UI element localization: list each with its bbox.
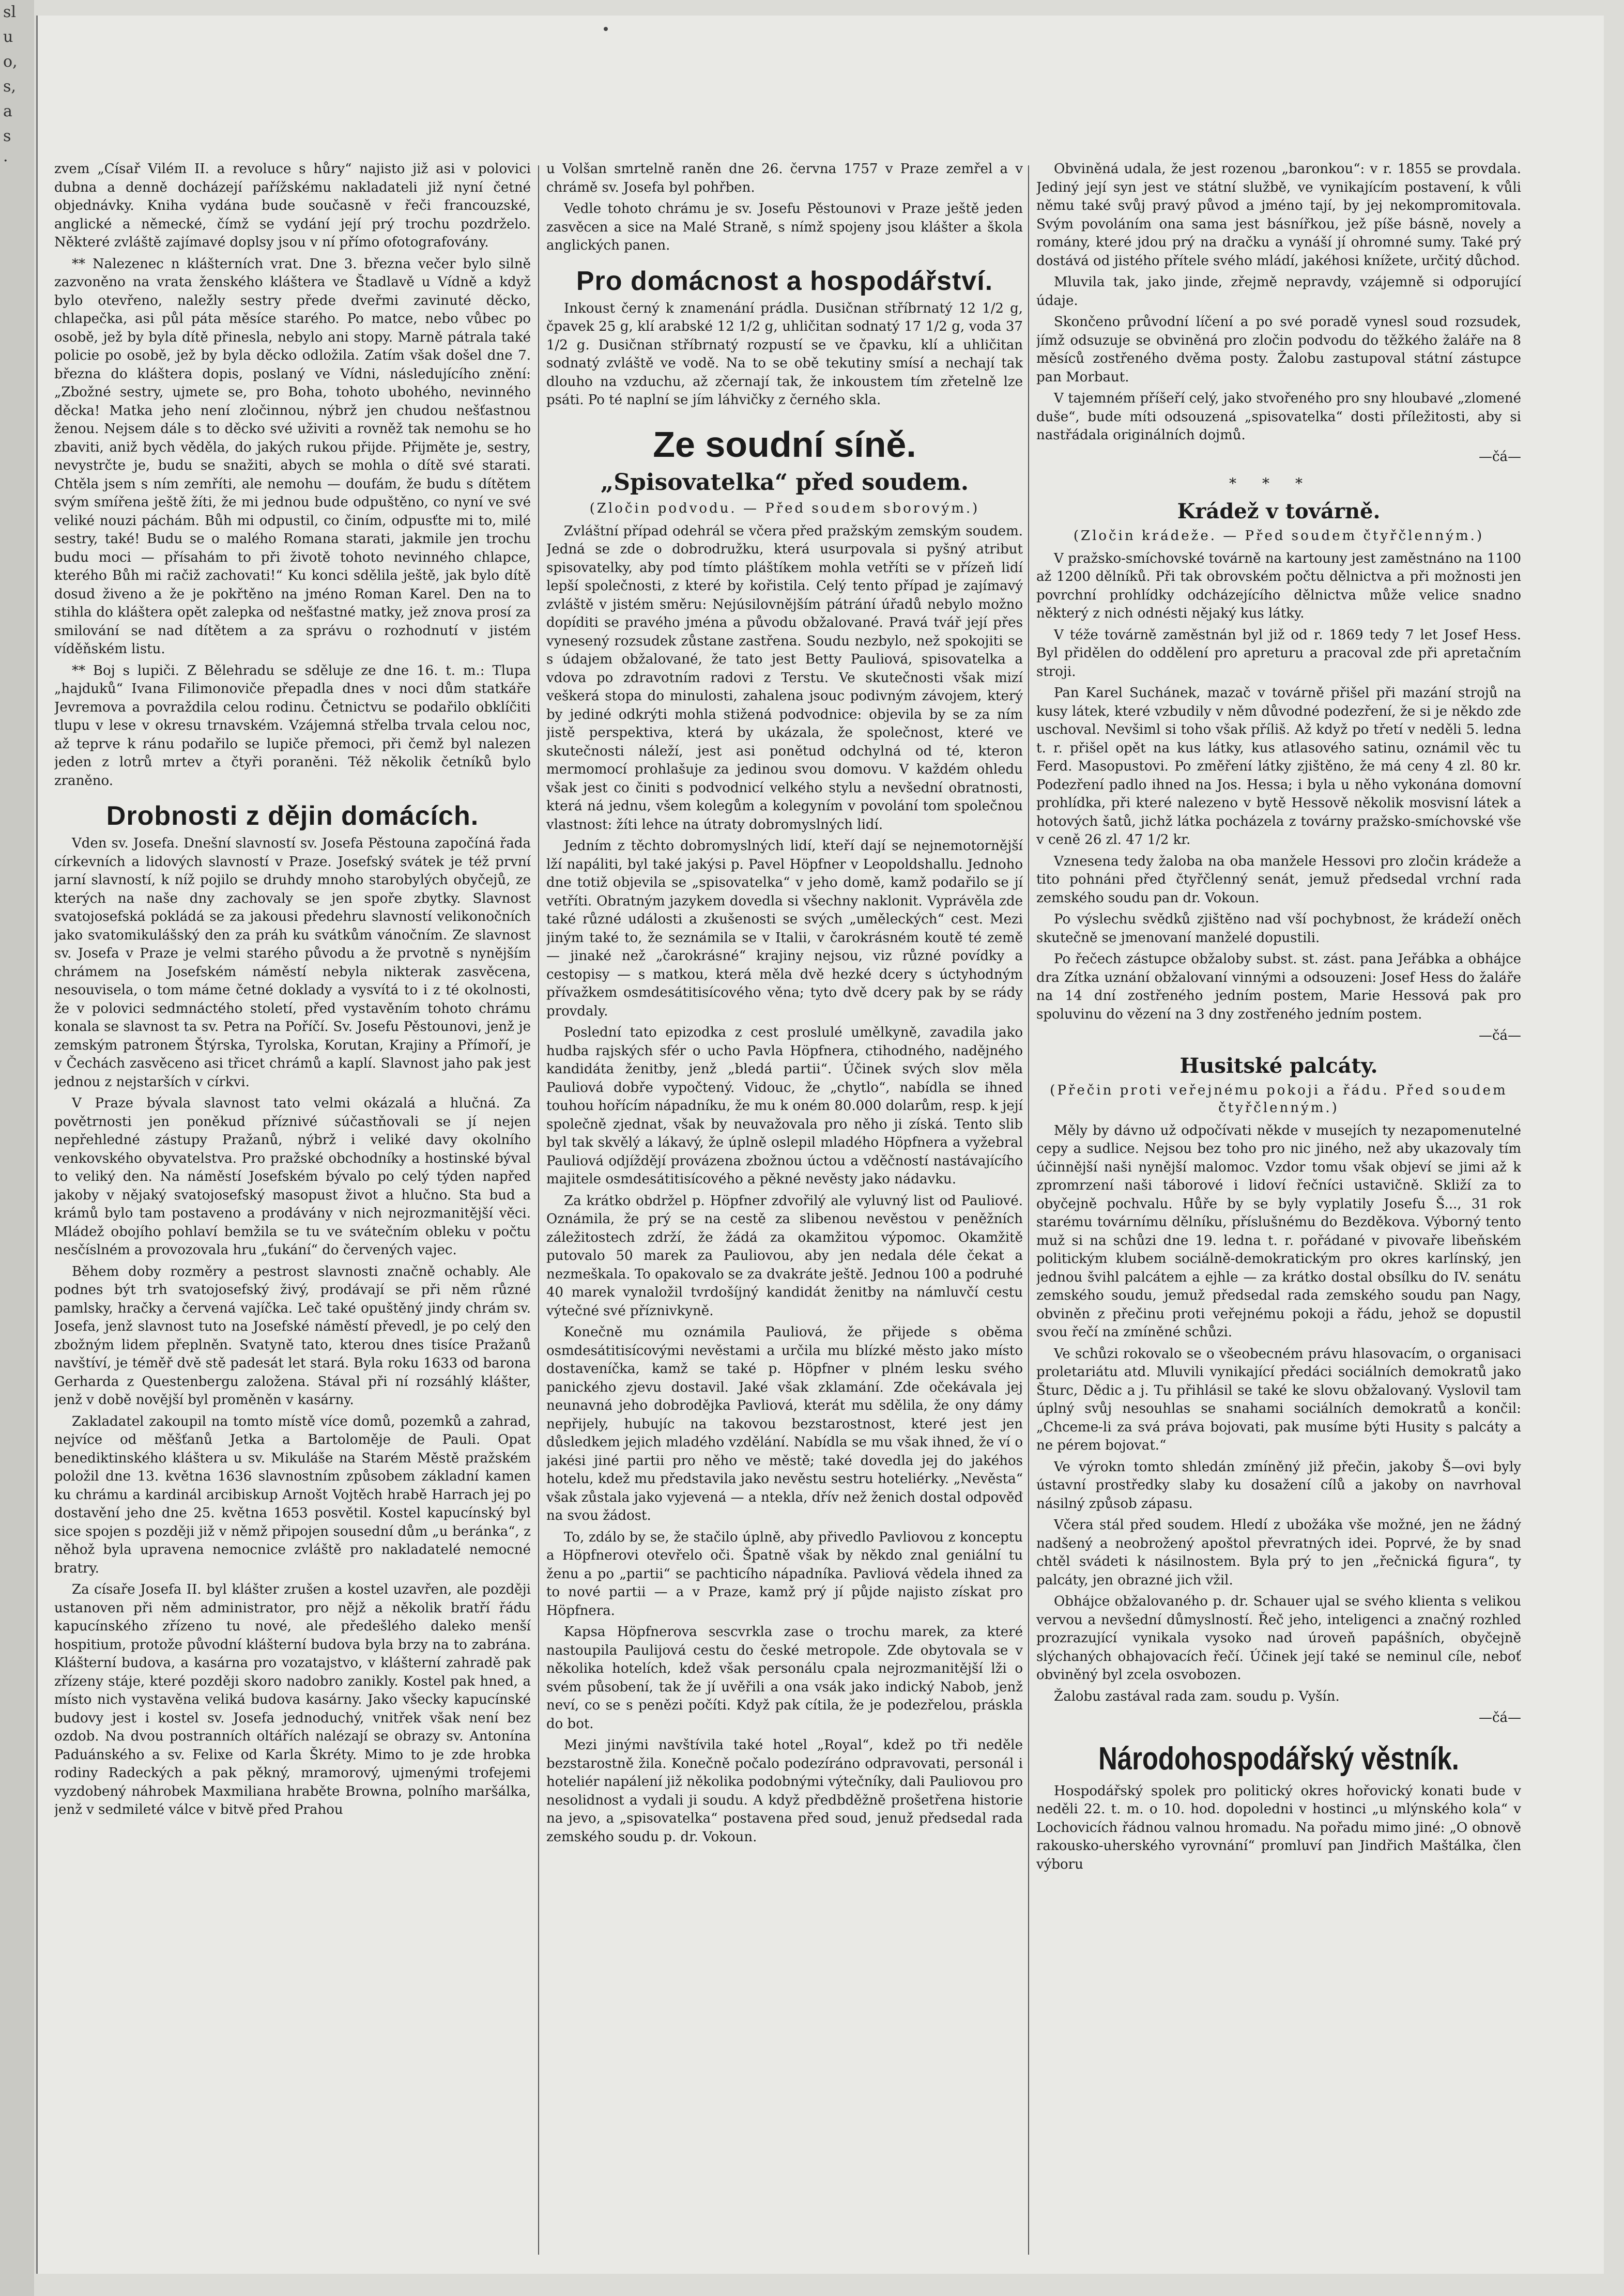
- author-signature: —čá—: [1478, 1710, 1521, 1725]
- article-subtitle: (Zločin podvodu. — Před soudem sborovým.): [589, 500, 980, 516]
- article-paragraph: Obviněná udala, že jest rozenou „baronkou“: v r. 1855 se provdala. Jediný její syn jest ve státní službě, ve vynikajícím postavení, k vůli němu také svůj pravý původ a jméno tají, by jej nekompromitovala. Svým povoláním ona sama jest básnířkou, jež píše básně, novely a romány, které jdou prý na dračku a vynáší jí ohromné sumy. Také prý dostává od jistého přítele svého mládí, jakéhosi knížete, určitý důchod.: [1036, 161, 1521, 269]
- article-paragraph: V Praze bývala slavnost tato velmi okázalá a hlučná. Za povětrnosti jen poněkud příznivé súčastňovali se jí nejen nepřehledné zástupy Pražanů, nýbrž i veliké davy okolního venkovského obyvatelstva. Pro pražské obchodníky a hostinské býval to veliký den. Na náměstí Josefském bývalo po celý týden napřed jakoby v nějaký svatojosefský masopust život a hlučno. Sta bud a krámů bylo tam postaveno a prodávány v nich nejrozmanitější věci. Mládež obojího pohlaví bemžila se tu ve svátečním obleku v počtu nesčíslném a provozovala hru „ťukání“ do červených vajec.: [54, 1096, 531, 1258]
- column-rule: [1028, 165, 1029, 2255]
- section-heading: Drobnosti z dějin domácích.: [106, 801, 479, 831]
- article-paragraph: Kapsa Höpfnerova sescvrkla zase o trochu marek, za které nastoupila Paulijová cestu do české metropole. Zde obytovala se v několika hotelích, kdež však personálu cpala nejrozmanitější lži o svém působení, tak že jí uvěřili a ona vsák jako indický Nabob, jenž neví, co se s penězi počíti. Když pak cítila, že je podezřelou, práskla do bot.: [546, 1624, 1023, 1732]
- article-paragraph: Jedním z těchto dobromyslných lidí, kteří dají se nejnemotornější lží napáliti, byl také jakýsi p. Pavel Höpfner v Leopoldshallu. Jednoho dne totiž objevila se „spisovatelka“ v jeho domě, kamž podařilo se jí vetříti. Obratným jazykem dovedla si všechny naklonit. Vyprávěla zde také různé události a zkušenosti se svých „uměleckých“ cest. Mezi jiným také to, že seznámila se v Italii, v čarokrásném koutě té země — jinaké než „čarokrásné“ krajiny nejsou, viz různé povídky a cestopisy — s matkou, která měla dvě hezké dcery s úctyhodným přívažkem osmdesátitisícového věna; tyto dvě dcery pak by se rády provdaly.: [546, 838, 1023, 1019]
- column-3: [1036, 160, 1521, 2265]
- article-paragraph: Za krátko obdržel p. Höpfner zdvořilý ale vyluvný list od Pauliové. Oznámila, že prý se na cestě za slibenou nevěstou v peněžních záležitostech zdrží, že žádá za okamžitou výpomoc. Okamžitě putovalo 50 marek za Pauliovou, aby jen nedala déle čekat a nezmeškala. To opakovalo se za dvakráte ještě. Jednou 100 a podruhé 40 marek vynaložil tvrdošíjný kandidát ženitby na námluvčí cestu výtečné své příznivkyně.: [546, 1193, 1023, 1319]
- section-heading: Ze soudní síně.: [653, 424, 916, 465]
- section-heading: Pro domácnost a hospodářství.: [576, 266, 993, 296]
- article-title: Krádež v továrně.: [1177, 499, 1381, 523]
- article-paragraph: Inkoust černý k znamenání prádla. Dusičnan stříbrnatý 12 1/2 g, čpavek 25 g, klí arabské 12 1/2 g, uhličitan sodnatý 17 1/2 g, voda 37 1/2 g. Dusičnan stříbrnatý rozpustí se ve čpavku, klí a uhličitan sodnatý zvláště ve vodě. Na to se obě tekutiny smísí a nechají tak dlouho na vzduchu, až zčernají tak, že inkoustem tím zřetelně lze psáti. Po té naplní se jím láhvičky z černého skla.: [546, 300, 1023, 408]
- article-paragraph: Mluvila tak, jako jinde, zřejmě nepravdy, vzájemně si odporující údaje.: [1036, 274, 1521, 309]
- column-1: [54, 160, 531, 2265]
- article-paragraph: Konečně mu oznámila Pauliová, že přijede s oběma osmdesátitisícovými nevěstami a určila mu blízké město jako místo dostaveníčka, kamž se také p. Höpfner v plném lesku svého panického zjevu dostavil. Jaké však zklamání. Zde očekávala jej neunavná jeho dobrodějka Pavliová, kterát mu sdělila, že ony dámy nepřijely, hubujíc na takovou bezstarostnost, které jest jen důsledkem jejich mladého vzdělání. Nabídla se mu však ihned, že ví o jakési jiné partii pro něho ve městě; také dovedla jej do jakéhos hotelu, kdež mu představila jako nevěstu sestru hoteliérky. „Nevěsta“ však zůstala jako vyjevená — a ntekla, dřív než ženich dostal odpověď na svou žádost.: [546, 1324, 1023, 1523]
- article-paragraph: Zakladatel zakoupil na tomto místě více domů, pozemků a zahrad, nejvíce od měšťanů Jetka a Bartoloměje de Pauli. Opat benediktinského kláštera u sv. Mikuláše na Starém Městě pražském položil dne 13. května 1636 slavnostním způsobem základní kamen ku chrámu a kardinál arcibiskup Arnošt Vojtěch hrabě Harrach jej po dostavění jeho dne 25. května 1653 posvětil. Kostel kapucínský byl sice spojen s později již v němž připojen sousední dům „u beránka“, z něhož byla upravena nemocnice zvláště pro nakladatelé nemocné bratry.: [54, 1413, 531, 1576]
- article-subtitle: (Zločin krádeže. — Před soudem čtyřčlenným.): [1073, 528, 1484, 544]
- column-2: [546, 160, 1023, 2265]
- article-paragraph: Včera stál před soudem. Hledí z ubožáka vše možné, jen ne žádný nadšený a neobrožený apoštol převratných idei. Poprvé, že by snad chtěl svádeti k násilnostem. Byla prý to jen „řečnická figura“, ty palcáty, jen obrazné jich vžil.: [1036, 1517, 1521, 1588]
- article-paragraph: V pražsko-smíchovské továrně na kartouny jest zaměstnáno na 1100 až 1200 dělníků. Při tak obrovském počtu dělnictva a při možnosti jen povrchní prohlídky odcházejícího dělnictva může velice snadno některý z nich odnésti nějaký kus látky.: [1036, 550, 1521, 621]
- author-signature: —čá—: [1478, 1028, 1521, 1043]
- article-paragraph: zvem „Císař Vilém II. a revoluce s hůry“ najisto již asi v polovici dubna a denně docházejí pařížskému nakladateli již nyní četné objednávky. Kniha vydána bude současně v řeči francouzské, anglické a německé, čímž se vydání její prý trochu pozdrželo. Některé zvláště zajímavé doplsy jsou v ní přímo ofotografovány.: [54, 161, 531, 250]
- article-paragraph: V tajemném příšeří celý, jako stvořeného pro sny hloubavé „zlomené duše“, bude míti odsouzená „spisovatelka“ dosti příležitosti, aby si nastřádala originálních dojmů.: [1036, 391, 1521, 443]
- article-paragraph: u Volšan smrtelně raněn dne 26. června 1757 v Praze zemřel a v chrámě sv. Josefa byl pohřben.: [546, 161, 1023, 195]
- article-title: „Spisovatelka“ před soudem.: [600, 469, 969, 496]
- article-paragraph: Poslední tato epizodka z cest proslulé umělkyně, zavadila jako hudba rajských sfér o ucho Pavla Höpfnera, ctihodného, nadějného kandidáta ženitby, jenž „bledá partii“. Účinek svých slov měla Pauliová dobře vypočtený. Vidouc, že „chytlo“, nabídla se ihned touhou hořícím nápadníku, že mu k oném 80.000 dolarům, resp. k její společně zjednat, však by neuvažovala pro něho ji získá. Tento slib byl tak skvělý a lákavý, že úplně oslepil mladého Höpfnera a vyžebral Pauliová odjíždějí provázena zbožnou úctou a vděčností nastávajícího majitele osmdesátitisícového a pěkné nevěsty jako nádavku.: [546, 1025, 1023, 1187]
- article-paragraph: Za císaře Josefa II. byl klášter zrušen a kostel uzavřen, ale později ustanoven při něm administrator, pro nějž a několik bratří řádu kapucínského zřízeno tu nové, ale předešlého daleko menší hospitium, protože původní klášterní budova byla brzy na to zabrána. Klášterní budova, a kasárna pro vozatajstvo, v klášterní zahradě pak zřízeny stáje, které později skoro nadobro zanikly. Kostel pak hned, a místo nich vystavěna veliká budova kasárny. Jako všecky kapucínské budovy jest i kostel sv. Josefa jednoduchý, vnitřek však není bez ozdob. Na dvou postranních oltářích nalézají se obrazy sv. Antonína Paduánského a sv. Felixe od Karla Škréty. Mimo to je zde hrobka rodiny Radeckých a pak pěkný, mramorový, ujmenými trofejemi vyzdobený náhrobek Maxmiliana hraběte Browna, polního maršálka, jenž v sedmileté válce v bitvě před Prahou: [54, 1582, 531, 1817]
- separator-stars: ***: [1229, 475, 1328, 492]
- article-paragraph: Ve výrokn tomto shledán zmíněný již přečin, jakoby Š—ovi byly ústavní prostředky slaby ku dosažení cílů a jakoby on navrhoval násilný způsob zápasu.: [1036, 1459, 1521, 1512]
- article-paragraph: Během doby rozměry a pestrost slavnosti značně ochably. Ale podnes být trh svatojosefský živý, prodávají se při něm různé pamlsky, hračky a červená vajíčka. Leč také opuštěný jindy chrám sv. Josefa, jenž slavnost tuto na Josefské náměstí převedl, je po celý den zbožným lidem přeplněn. Svatyně tato, kterou dnes tisíce Pražanů navštíví, je téměř dvě stě padesát let stará. Byla roku 1633 od barona Gerharda z Questenbergu založena. Stával při ní rozsáhlý klášter, jenž v době novější byl proměněn v kasárny.: [54, 1263, 531, 1408]
- article-subtitle: (Přečin proti veřejnému pokoji a řádu. Před soudem čtyřčlenným.): [1050, 1082, 1508, 1116]
- column-rule: [538, 165, 539, 2255]
- article-paragraph: To, zdálo by se, že stačilo úplně, aby přivedlo Pavliovou z konceptu a Höpfnerovi otevřelo oči. Špatně však by někdo znal geniální tu ženu a po „partii“ se pachticího nápadníka. Pavliová vědela ihned za to nové partii — a v Praze, kamž prý jí půjde najisto získat pro Höpfnera.: [546, 1529, 1023, 1619]
- article-paragraph: Skončeno průvodní líčení a po své poradě vynesl soud rozsudek, jímž odsuzuje se obviněná pro zločin podvodu do těžkého žaláře na 8 měsíců zostřeného dvěma posty. Žalobu zastupoval státní zástupce pan Morbaut.: [1036, 314, 1521, 385]
- article-paragraph: Žalobu zastával rada zam. soudu p. Vyšín.: [1054, 1688, 1340, 1704]
- article-paragraph: Vznesena tedy žaloba na oba manžele Hessovi pro zločin krádeže a tito pohnáni před čtyřčlenný senát, jemuž předsedal vrchní rada zemského soudu pan dr. Vokoun.: [1036, 853, 1521, 906]
- article-paragraph: Ve schůzi rokovalo se o všeobecném právu hlasovacím, o organisaci proletariátu atd. Mluvili vynikající předáci sociálních demokratů jako Šturc, Dědic a j. Tu přihlásil se také ke slovu obžalovaný. Vyslovil tam úplný svůj nesouhlas se snahami sociálních demokratů a končil: „Chceme-li za svá práva bojovati, pak musíme býti Husity s palcáty a ne pérem bojovat.“: [1036, 1346, 1521, 1453]
- article-paragraph: Měly by dávno už odpočívati někde v musejích ty nezapomenutelné cepy a sudlice. Nejsou bez toho pro nic jiného, než aby ukazovaly tím účinnější naši nynější malomoc. Vzdor tomu však objeví se jimi až k zpromrzení naši táborové i lidoví řečníci ustavičně. Skliží za to obyčejně pochvalu. Hůře by se byly vyplatily Josefu Š..., 31 rok starému továrnímu dělníku, příslušnému do Bezděkova. Výborný tento muž si na schůzi dne 19. ledna t. r. pořádané v pivovaře libeňském politickým klubem sociálně-demokratickým pro okres karlínský, jen jednou švihl palcátem a ejhle — za krátko dostal obsílku do IV. senátu zemského soudu, jemuž předsedal rada zemského soudu pan Nagy, obviněn z přečinu proti veřejnému pokoji a řádu, jehož se dopustil svou řečí na zmíněné schůzi.: [1036, 1122, 1521, 1340]
- article-paragraph: Po výslechu svědků zjištěno nad vší pochybnost, že krádeží oněch skutečně se jmenovaní manželé dopustili.: [1036, 912, 1521, 946]
- section-heading: Národohospodářský věstník.: [1098, 1740, 1459, 1777]
- article-paragraph: Obhájce obžalovaného p. dr. Schauer ujal se svého klienta s velikou vervou a nevšední důmyslností. Řeč jeho, inteligenci a značný rozhled prozrazující vynikala vysoko nad úroveň papášních, obyčejně slýchaných obhajovacích řečí. Účinek její také se neminul cíle, neboť obviněný byl zcela osvobozen.: [1036, 1594, 1521, 1683]
- print-speck: [604, 27, 608, 31]
- article-paragraph: Vedle tohoto chrámu je sv. Josefu Pěstounovi v Praze ještě jeden zasvěcen a sice na Malé Straně, s nímž spojeny jsou klášter a škola anglických panen.: [546, 201, 1023, 253]
- article-title: Husitské palcáty.: [1179, 1053, 1378, 1078]
- article-paragraph: Pan Karel Suchánek, mazač v továrně přišel při mazání strojů na kusy látek, které vzbudily v něm důvodné podezření, že si je někdo zde uschoval. Nevšiml si toho však příliš. Až když po třetí v neděli 5. ledna t. r. přišel opět na kus látky, kus atlasového satinu, oznámil věc tu Ferd. Masopustovi. Po změření látky zjištěno, že má ceny 4 zl. 80 kr. Podezření padlo ihned na Jos. Hessa; i byla u něho vykonána domovní prohlídka, při které nalezeno v bytě Hessově několik mosvisní látek a hotových šatů, jichž látka pocházela z továrny pražsko-smíchovské vše v ceně 26 zl. 47 1/2 kr.: [1036, 685, 1521, 847]
- article-paragraph: ** Boj s lupiči. Z Bělehradu se sděluje ze dne 16. t. m.: Tlupa „hajduků“ Ivana Filimonoviče přepadla dnes v noci dům statkáře Jevremova a povraždila celou rodinu. Četnictvu se podařilo obklíčiti tlupu v lese v okresu trnavském. Vzájemná střelba trvala celou noc, až teprve k ránu podařilo se lupiče přemoci, při čemž byl nalezen jeden z lotrů mrtev a čtyři poraněni. Též několik četníků bylo zraněno.: [54, 662, 531, 789]
- article-paragraph: V téže továrně zaměstnán byl již od r. 1869 tedy 7 let Josef Hess. Byl přidělen do oddělení pro apreturu a pracoval zde při apretačním stroji.: [1036, 627, 1521, 680]
- article-paragraph: Po řečech zástupce obžaloby subst. st. zást. pana Jeřábka a obhájce dra Zítka uznání obžalovaní vinnými a odsouzeni: Josef Hess do žaláře na 14 dní zostřeného jedním postem, Marie Hessová pak pro spoluvinu do vězení na 3 dny zostřeného jedním postem.: [1036, 951, 1521, 1022]
- article-paragraph: Hospodářský spolek pro politický okres hořovický konati bude v neděli 22. t. m. o 10. hod. dopoledni v hostinci „u mlýnského kola“ v Lochovicích řádnou valnou hromadu. Na pořadu mimo jiné: „O obnově rakousko-uherského vyrovnání“ promluví pan Jindřich Maštálka, člen výboru: [1036, 1783, 1521, 1872]
- article-paragraph: Mezi jinými navštívila také hotel „Royal“, kdež po tři neděle bezstarostně žila. Konečně počalo podezíráno odpravovati, personál i hoteliér napálení již několika podobnými výtečníky, dali Pauliovou pro nesolidnost a vydali ji soudu. A když předbděžně prošetřena historie na jevo, a „spisovatelka“ postavena před soud, jenuž předsedal rada zemského soudu p. dr. Vokoun.: [546, 1737, 1023, 1845]
- article-paragraph: Zvláštní případ odehrál se včera před pražským zemským soudem. Jedná se zde o dobrodružku, která usurpovala si pyšný atribut spisovatelky, aby pod tímto pláštíkem mohla vetříti se v přízeň lidí lepší společnosti, z které by kořistila. Celý tento případ je zajímavý zvláště v jistém směru: Nejúsilovnějším pátrání úřadů nebylo možno dopíditi se pravého jména a původu obžalované. Pravá tvář její přes vynesený rozsudek zůstane zastřena. Soudu nezbylo, než spokojiti se s údajem obžalované, že tato jest Betty Pauliová, spisovatelka a vdova po zdravotním radovi z Terstu. Ve skutečnosti však mizí veškerá stopa do minulosti, zahalena jsouc podivným závojem, který by jediné odkrýti mohla stižená podvodnice: objevila by se za ním jistě perspektiva, která by ukázala, že společnost, které ve skutečnosti náleží, jest asi ponětud odchylná od té, kteron mermomocí prohlašuje za jedinou svou domovu. V každém ohledu však jest co činiti s podvodnicí velkého stylu a nevšední obratnosti, která ná jednu, všem kolegům a kolegyním v povolání tom společnou vlastnost: žíti lehce na útraty dobromyslných lidí.: [546, 523, 1023, 833]
- article-paragraph: ** Nalezenec n klášterních vrat. Dne 3. března večer bylo silně zazvoněno na vrata ženského kláštera ve Štadlavě u Vídně a když bylo otevřeno, naležly sestry přede dveřmi zavinuté děcko, chlapečka, asi půl páta měsíce starého. Po matce, nebo vůbec po osobě, jež by byla dítě přinesla, nebylo ani stopy. Marně pátrala také policie po osobě, jež by byla děcko odložila. Zatím však došel dne 7. března do kláštera dopis, poslaný ve Vídni, následujícího znění: „Zbožné sestry, ujmete se, pro Boha, tohoto ubohého, nevinného děcka! Matka jeho není zločinnou, nýbrž jen chudou nešťastnou ženou. Nejsem dále s to děcko své uživiti a rovněž tak nemohu se ho zbaviti, aniž bych věděla, do jakých rukou přijde. Přijměte je, sestry, nevystrčte je, budu se snažiti, abych se mohla o dítě své starati. Chtěla jsem s ním zemříti, ale nemohu — doufám, že budu s dítětem svým smířena ještě žíti, že mi jednou bude odpuštěno, co nyní ve své veliké nouzi páchám. Bůh mi odpustil, co činím, odpusťte mi to, milé sestry, také! Budu se o malého Romana starati, jakmile jen trochu budu moci — přísahám to při životě tohoto nevinného chlapce, kterého Bůh mi račiž zachovati!“ Ku konci sdělila ještě, jak bylo dítě dosud živeno a že je pokřtěno na jméno Roman Karel. Den na to stihla do kláštera opět zalepka od nešťastné matky, jež znova prosí za smilování se nad dítětem a za správu o rozhodnutí v jistém víděňském listu.: [54, 256, 531, 657]
- author-signature: —čá—: [1478, 449, 1521, 465]
- article-paragraph: Vden sv. Josefa. Dnešní slavností sv. Josefa Pěstouna započíná řada církevních a lidových slavností v Praze. Josefský svátek je též první jarní slavností, k níž pojilo se druhdy mnoho starobylých obyčejů, ze kterých na naše dny zachovaly se jen spoře zbytky. Slavnost svatojosefská pokládá se za jakousi předehru slavností velikonočních jako svatomikulášský den za práh ku svátkům vánočním. Ze slavnost sv. Josefa v Praze je velmi starého původu a že prvotně s nynějším chrámem na Josefském náměstí nebyla nikterak zasvěcena, nesouvisela, o tom máme četné doklady a vysvítá to i z té okolnosti, že v polovici sedmnáctého století, před vystavěním tohoto chrámu konala se slavnost ta sv. Petra na Poříčí. Sv. Josefu Pěstounovi, jenž je zemským patronem Štýrska, Tyrolska, Korutan, Krajiny a Přímoří, je v Čechách zasvěceno asi třicet chrámů a kaplí. Slavnost jaho pak jest jednou z nejstarších v církvi.: [54, 836, 531, 1090]
- adjacent-page-edge: sl u o, s, a s ·: [0, 0, 34, 2296]
